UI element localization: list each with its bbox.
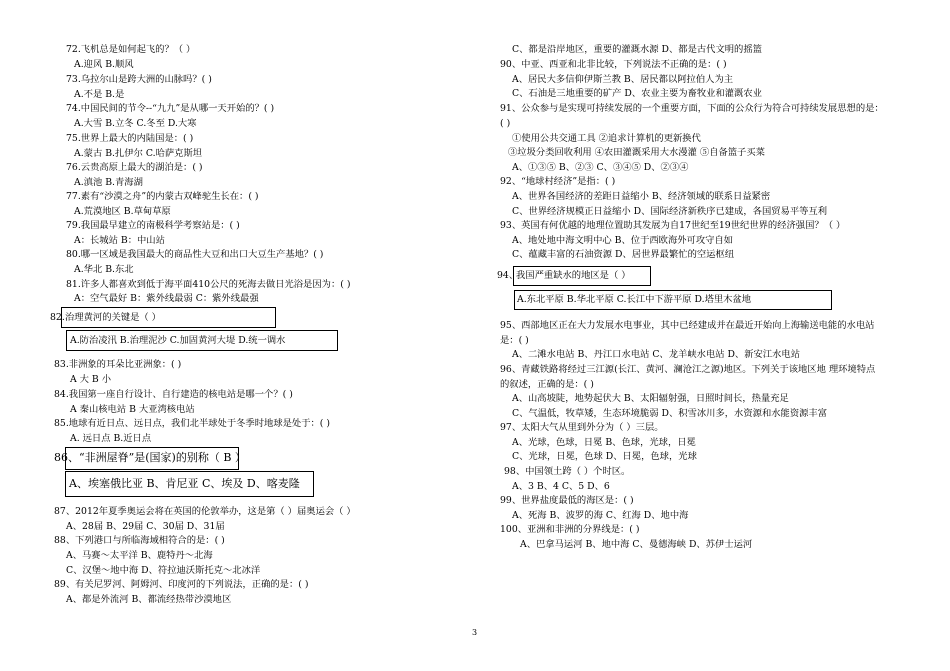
q100-stem: 100、亚洲和非洲的分界线是：( ) bbox=[500, 524, 640, 535]
q91-stem: 91、公众参与是实现可持续发展的一个重要方面，下面的公众行为符合可持续发展思想的是： bbox=[500, 103, 884, 114]
q95-stem: 95、西部地区正在大力发展水电事业，其中已经建成并在最近开始向上海输送电能的水电站 bbox=[500, 320, 875, 331]
q91-options: A、①③⑤ B、②③ C、③④⑤ D、②③④ bbox=[512, 162, 689, 173]
q87-stem: 87、2012年夏季奥运会将在英国的伦敦举办，这是第（ ）届奥运会（ ） bbox=[54, 506, 356, 517]
q90-options-cd: C、石油是三地重要的矿产 D、农业主要为畜牧业和灌溉农业 bbox=[512, 88, 762, 99]
q86-stem: 86、“非洲屋脊”是(国家)的别称（ B ） bbox=[54, 451, 246, 464]
q94-options: A.东北平原 B.华北平原 C.长江中下游平原 D.塔里木盆地 bbox=[517, 294, 752, 305]
q81-options: A：空气最好 B：紫外线最弱 C：紫外线最强 bbox=[74, 293, 259, 304]
q75-options: A.蒙古 B.扎伊尔 C.哈萨克斯坦 bbox=[74, 148, 203, 159]
q96-stem-cont: 的叙述，正确的是：( ) bbox=[500, 379, 594, 390]
page-number: 3 bbox=[472, 628, 478, 637]
q75-stem: 75.世界上最大的内陆国是：( ) bbox=[66, 133, 194, 144]
q96-options-ab: A、山高坡陡，地势起伏大 B、太阳辐射强，日照时间长，热量充足 bbox=[512, 393, 789, 404]
q88-stem: 88、下列港口与所临海域相符合的是：( ) bbox=[54, 535, 225, 546]
q72-options: A.迎风 B.顺风 bbox=[74, 59, 134, 70]
q97-stem: 97、太阳大气从里到外分为（ ）三层。 bbox=[500, 422, 664, 433]
q99-options: A、死海 B、波罗的海 C、红海 D、地中海 bbox=[512, 510, 689, 521]
q92-options-ab: A、世界各国经济的差距日益缩小 B、经济领域的联系日益紧密 bbox=[512, 191, 771, 202]
q82-stem: 治理黄河的关键是（ ） bbox=[65, 312, 161, 323]
q88-options-ab: A、马赛～太平洋 B、鹿特丹～北海 bbox=[66, 550, 213, 561]
q91-blank: ( ) bbox=[500, 118, 511, 129]
q83-stem: 83.非洲象的耳朵比亚洲象：( ) bbox=[54, 359, 182, 370]
q73-stem: 73.乌拉尔山是跨大洲的山脉吗？( ) bbox=[66, 74, 212, 85]
q97-options-cd: C、光球，日冕，色球 D、日冕，色球，光球 bbox=[512, 451, 697, 462]
q99-stem: 99、世界盐度最低的海区是：( ) bbox=[500, 495, 634, 506]
q86-options: A、埃塞俄比亚 B、肯尼亚 C、埃及 D、喀麦隆 bbox=[69, 477, 300, 490]
q96-options-cd: C、气温低，牧草矮，生态环境脆弱 D、积雪冰川多，水资源和水能资源丰富 bbox=[512, 408, 828, 419]
q73-options: A.不是 B.是 bbox=[74, 89, 125, 100]
q92-stem: 92、“地球村经济”是指：( ) bbox=[500, 176, 616, 187]
q74-stem: 74.中国民间的节令--“九九”是从哪一天开始的？( ) bbox=[66, 103, 275, 114]
q97-options-ab: A、光球，色球，日冕 B、色球，光球，日冕 bbox=[512, 437, 696, 448]
q95-options: A、二滩水电站 B、丹江口水电站 C、龙羊峡水电站 D、新安江水电站 bbox=[512, 349, 800, 360]
q77-options: A.荒漠地区 B.草甸草原 bbox=[74, 206, 171, 217]
q91-items-1: ①使用公共交通工具 ②追求计算机的更新换代 bbox=[512, 133, 701, 144]
q76-options: A.滇池 B.青海湖 bbox=[74, 177, 143, 188]
q82-options: A.防治凌汛 B.治理泥沙 C.加固黄河大堤 D.统一调水 bbox=[70, 335, 286, 346]
q84-options: A 秦山核电站 B 大亚湾核电站 bbox=[70, 404, 195, 415]
q98-options: A、3 B、4 C、5 D、6 bbox=[512, 481, 610, 492]
q93-options-ab: A、地处地中海文明中心 B、位于西欧海外可攻守自如 bbox=[512, 235, 734, 246]
q79-options: A：长城站 B：中山站 bbox=[74, 235, 165, 246]
q100-options: A、巴拿马运河 B、地中海 C、曼德海峡 D、苏伊士运河 bbox=[520, 539, 753, 550]
q89-options-ab: A、都是外流河 B、都流经热带沙漠地区 bbox=[66, 594, 232, 605]
q77-stem: 77.素有“沙漠之舟”的内蒙古双峰驼生长在：( ) bbox=[66, 191, 259, 202]
q87-options: A、28届 B、29届 C、30届 D、31届 bbox=[66, 521, 225, 532]
q95-stem-cont: 是：( ) bbox=[500, 335, 529, 346]
q93-options-cd: C、蕴藏丰富的石油资源 D、居世界最繁忙的空运枢纽 bbox=[512, 249, 735, 260]
q98-stem: 98、中国领土跨（ ）个时区。 bbox=[504, 466, 631, 477]
q76-stem: 76.云贵高原上最大的湖泊是：( ) bbox=[66, 162, 203, 173]
q85-stem: 85.地球有近日点、远日点，我们北半球处于冬季时地球是处于：( ) bbox=[54, 418, 331, 429]
q80-options: A.华北 B.东北 bbox=[74, 264, 134, 275]
q72-stem: 72.飞机总是如何起飞的？（ ） bbox=[66, 44, 196, 55]
q81-stem: 81.许多人都喜欢到低于海平面410公尺的死海去做日光浴是因为：( ) bbox=[66, 279, 351, 290]
q83-options: A 大 B 小 bbox=[70, 374, 112, 385]
q91-items-2: ③垃圾分类回收利用 ④农田灌溉采用大水漫灌 ⑤自备篮子买菜 bbox=[508, 147, 765, 158]
q82-number: 82. bbox=[50, 312, 65, 323]
q93-stem: 93、英国有何优越的地理位置助其发展为自17世纪至19世纪世界的经济强国？（ ） bbox=[500, 220, 846, 231]
q84-stem: 84.我国第一座自行设计、自行建造的核电站是哪一个？( ) bbox=[54, 389, 293, 400]
q90-stem: 90、中亚、西亚和北非比较，下列说法不正确的是：( ) bbox=[500, 59, 727, 70]
q89-options-cd: C、都是沿岸地区，重要的灌溉水源 D、都是古代文明的摇篮 bbox=[512, 44, 762, 55]
q80-stem: 80.哪一区域是我国最大的商品性大豆和出口大豆生产基地？( ) bbox=[66, 249, 324, 260]
q90-options-ab: A、居民大多信仰伊斯兰教 B、居民都以阿拉伯人为主 bbox=[512, 74, 734, 85]
q85-options: A. 远日点 B.近日点 bbox=[70, 433, 152, 444]
q79-stem: 79.我国最早建立的南极科学考察站是：( ) bbox=[66, 220, 240, 231]
q74-options: A.大雪 B.立冬 C.冬至 D.大寒 bbox=[74, 118, 197, 129]
q94-stem: 我国严重缺水的地区是（ ） bbox=[516, 270, 631, 281]
q88-options-cd: C、汉堡～地中海 D、符拉迪沃斯托克～北冰洋 bbox=[66, 565, 261, 576]
q92-options-cd: C、世界经济规模正日益缩小 D、国际经济新秩序已建成，各国贸易平等互利 bbox=[512, 206, 828, 217]
q94-number: 94、 bbox=[497, 270, 519, 281]
q89-stem: 89、有关尼罗河、阿姆河、印度河的下列说法，正确的是：( ) bbox=[54, 579, 309, 590]
q96-stem: 96、青藏铁路将经过三江源(长江、黄河、澜沧江之源)地区。下列关于该地区地 理环境特点 bbox=[500, 364, 876, 375]
